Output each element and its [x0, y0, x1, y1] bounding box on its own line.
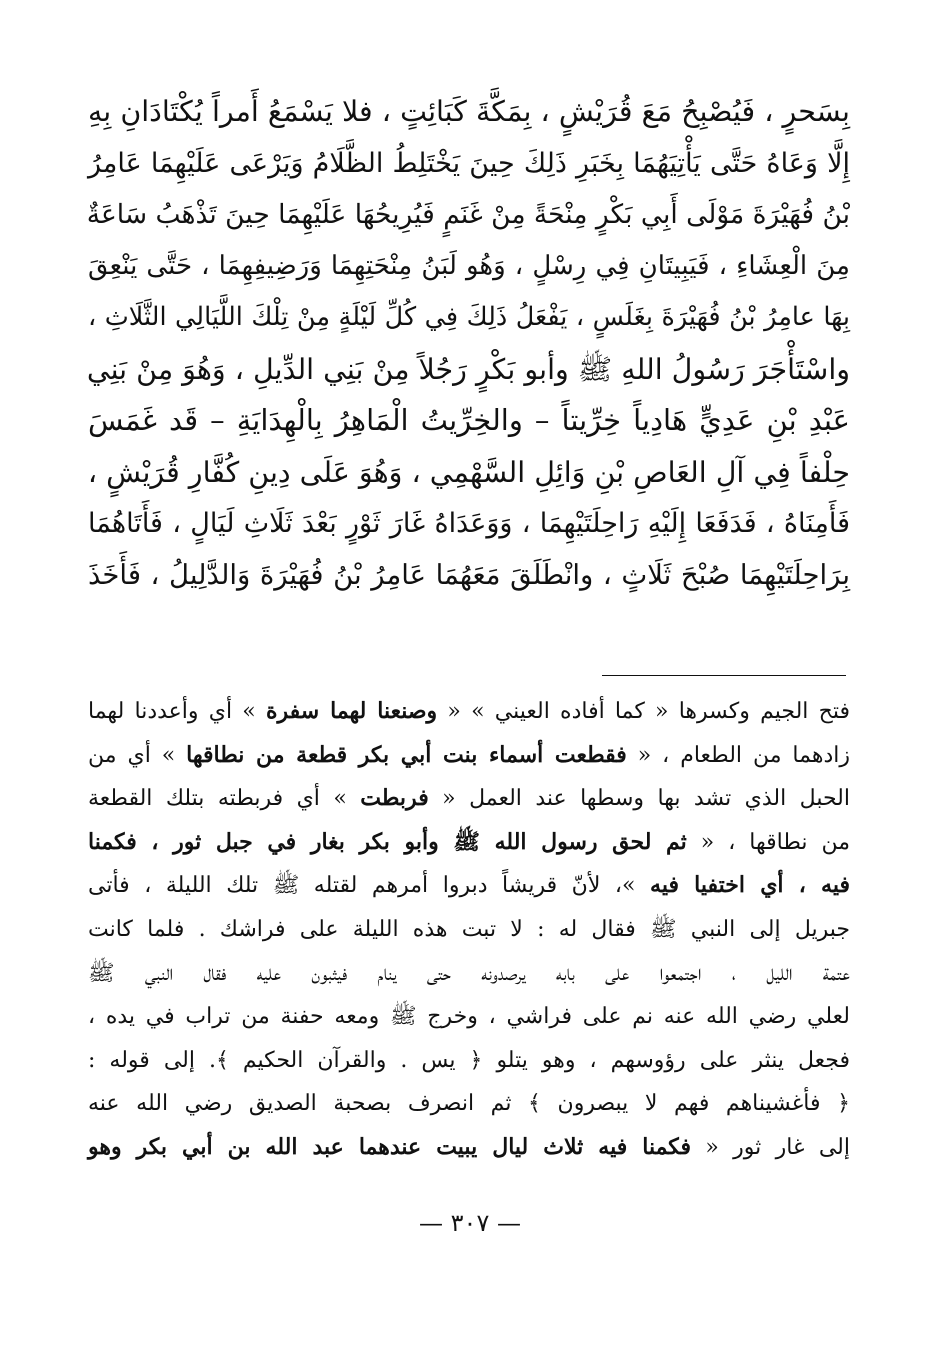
footnote-text: لعلي رضي الله عنه نم على فراشي ، وخرج ﷺ ومعه حفنة من تراب في يده ،	[88, 1004, 850, 1030]
main-text-line: بِرَاحِلَتَيْهِمَا صُبْحَ ثَلَاثٍ ، وانْطَلَقَ مَعَهُمَا عَامِرُ بْنُ فُهَيْرَةَ وَالدَّلِيلُ ، فَأَخَذَ	[88, 558, 850, 591]
footnote-quoted-text: فربطت	[360, 785, 429, 812]
main-text-line: حِلْفاً فِي آلِ العَاصِ بْنِ وَائِلِ السَّهْمِي ، وَهُوَ عَلَى دِينِ كُفَّارِ قُرَيْشٍ ،	[87, 455, 850, 489]
footnote-line	[88, 1039, 850, 1083]
footnote-text: من نطاقها ، «	[686, 829, 850, 855]
footnote-separator	[602, 675, 846, 676]
page-number: — ٣٠٧ —	[419, 1209, 521, 1237]
footnote-line	[88, 1126, 850, 1170]
footnote-text: ﴿ فأغشيناهم فهم لا يبصرون ﴾ ثم انصرف بصحبة الصديق رضي الله عنه	[88, 1091, 850, 1117]
footnote-text: الحبل الذي تشد بها وسطها عند العمل «	[428, 786, 850, 812]
main-text-line: بِسَحرٍ ، فَيُصْبِحُ مَعَ قُرَيْشٍ ، بِمَكَّةَ كَبَائِتٍ ، فلا يَسْمَعُ أَمراً يُكْتَادَانِ بِهِ	[88, 95, 850, 128]
footnote-text: جبريل إلى النبي ﷺ فقال له : لا تبت هذه الليلة على فراشك . فلما كانت	[88, 916, 850, 942]
footnote-line	[88, 821, 850, 865]
main-text-block	[88, 86, 850, 601]
footnote-line	[88, 777, 850, 821]
footnote-line	[88, 864, 850, 908]
footnote-text: » أي فربطته بتلك القطعة	[88, 786, 361, 812]
footnote-text: إلى غار ثور «	[690, 1134, 850, 1160]
footnote-line	[88, 1082, 850, 1126]
footnotes-block	[88, 690, 850, 1170]
footnote-line	[88, 734, 850, 778]
footnote-text: » أي من	[88, 742, 187, 768]
footnote-quoted-text: وصنعنا لهما سفرة	[266, 698, 438, 724]
main-text-line: بِهَا عامِرُ بْنُ فُهَيْرَةَ بِغَلَسٍ ، يَفْعَلُ ذَلِكَ فِي كُلِّ لَيْلَةٍ مِنْ تِلْكَ اللَّيَالِي الثَّلَاثِ ،	[88, 302, 850, 332]
main-text-line: مِنَ الْعِشَاءِ ، فَيَبِيتَانِ فِي رِسْلٍ ، وَهُو لَبَنُ مِنْحَتِهِمَا وَرَضِيفِهِمَا ، حَتَّى يَنْعِقَ	[88, 250, 850, 281]
main-text-line: بْنُ فُهَيْرَةَ مَوْلَى أَبِي بَكْرٍ مِنْحَةً مِنْ غَنَمٍ فَيُرِيحُهَا عَلَيْهِمَا حِينَ تَذْهَبُ سَاعَةٌ	[86, 199, 850, 230]
footnote-quoted-text: فيه ، أي اختفيا فيه	[650, 872, 850, 899]
footnote-text: » أي وأعددنا لهما	[88, 699, 266, 724]
footnote-quoted-text: فقطعت أسماء بنت أبي بكر قطعة من نطاقها	[186, 741, 627, 768]
main-text-line: فَأَمِنَاهُ ، فَدَفَعَا إِلَيْهِ رَاحِلَتَيْهِمَا ، وَوَعَدَاهُ غَارَ ثَوْرٍ بَعْدَ ثَلَاثِ لَيَالٍ ، فَأَتَاهُمَا	[88, 508, 850, 539]
footnote-line	[88, 908, 850, 952]
footnote-quoted-text: فكمنا فيه ثلاث ليال يبيت عندهما عبد الله بن أبي بكر وهو	[88, 1133, 691, 1160]
footnote-text: عتمة الليل ، اجتمعوا على بابه يرصدونه حتى ينام فيثبون عليه فقال النبي ﷺ	[88, 960, 850, 986]
footnote-quoted-text: ثم لحق رسول الله ﷺ وأبو بكر بغار في جبل ثور ، فكمنا	[88, 828, 687, 855]
main-text-line: عَبْدِ بْنِ عَدِيٍّ هَادِياً خِرِّيتاً – والخِرِّيتُ الْمَاهِرُ بِالْهِدَايَةِ – قَد غَمَسَ	[88, 403, 850, 437]
footnote-line	[88, 952, 850, 996]
main-text-line: إِلَّا وَعَاهُ حَتَّى يَأْتِيَهُمَا بِخَبَرِ ذَلِكَ حِينَ يَخْتَلِطُ الظَّلَامُ وَيَرْعَى عَلَيْهِمَا عَامِرُ	[88, 147, 850, 179]
footnote-text: زادهما من الطعام ، «	[626, 742, 850, 768]
footnote-text: »، لأنّ قريشاً دبروا أمرهم لقتله ﷺ تلك الليلة ، فأتى	[88, 873, 651, 899]
footnote-line	[88, 995, 850, 1039]
footnote-line	[88, 690, 850, 734]
footnote-text: فتح الجيم وكسرها « كما أفاده العيني » «	[437, 699, 851, 724]
footnote-text: فجعل ينثر على رؤوسهم ، وهو يتلو ﴿ يس . والقرآن الحكيم ﴾. إلى قوله :	[88, 1047, 850, 1073]
main-text-line: واسْتَأْجَرَ رَسُولُ اللهِ ﷺ وأبو بَكْرٍ رَجُلاً مِنْ بَنِي الدِّيلِ ، وَهُوَ مِنْ بَنِي	[86, 352, 850, 386]
